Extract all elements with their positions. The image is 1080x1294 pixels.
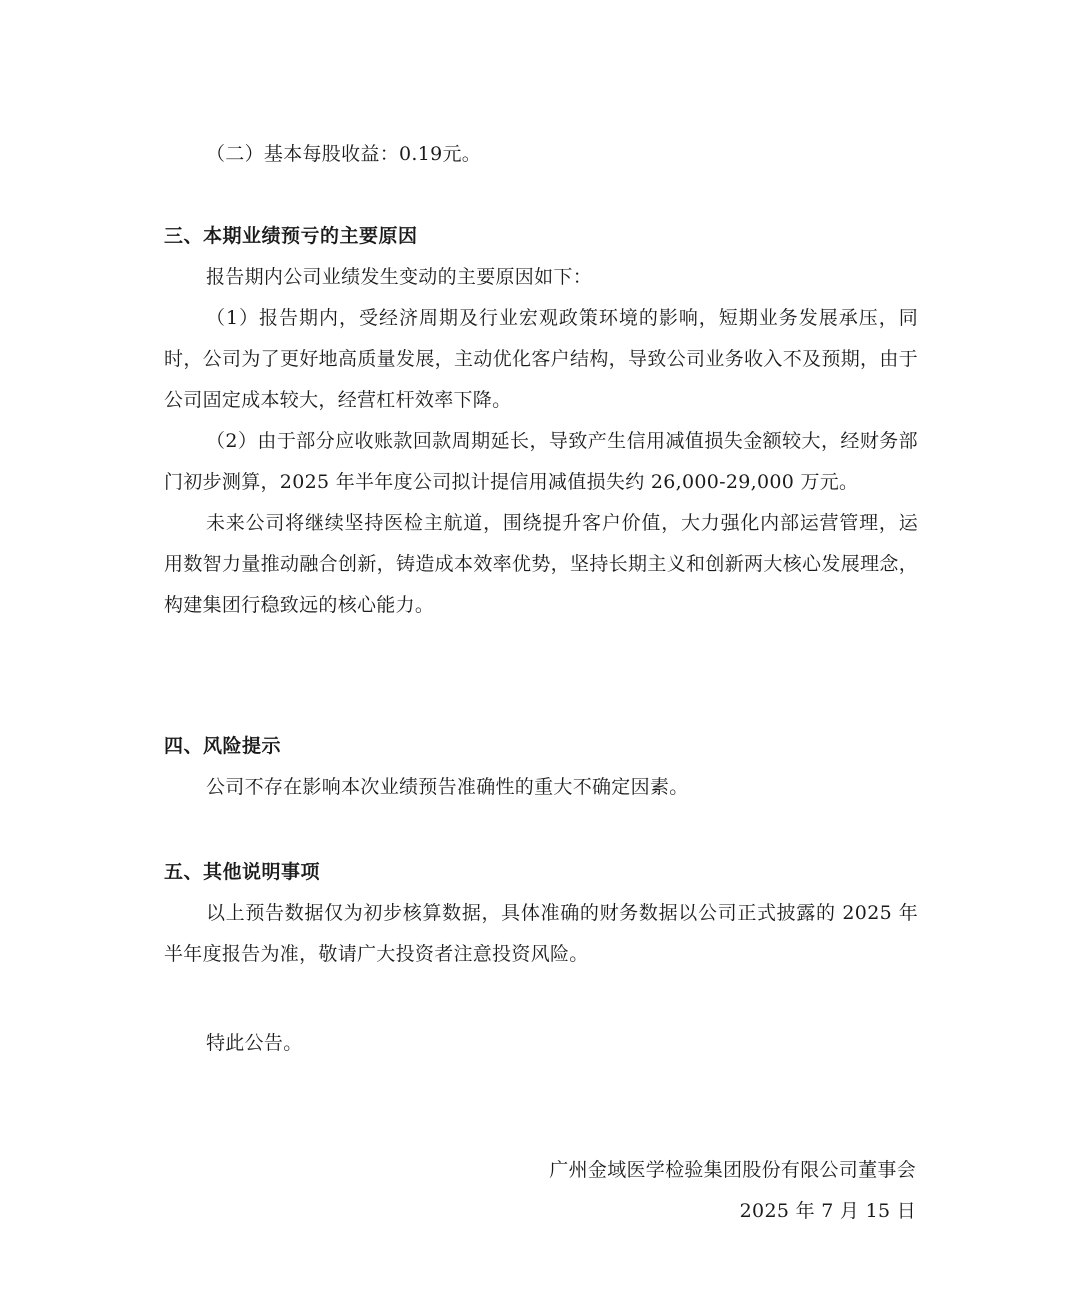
closing-block bbox=[164, 1023, 918, 1064]
section-3-heading: 三、本期业绩预亏的主要原因 bbox=[164, 225, 418, 247]
eps-line: （二）基本每股收益：0.19元。 bbox=[206, 143, 482, 165]
section-5-heading: 五、其他说明事项 bbox=[164, 861, 321, 883]
section-3 bbox=[164, 216, 918, 626]
section-3-outlook: 未来公司将继续坚持医检主航道，围绕提升客户价值，大力强化内部运营管理，运用数智力量推动融合创新，铸造成本效率优势，坚持长期主义和创新两大核心发展理念，构建集团行稳致远的核心能力。 bbox=[164, 512, 918, 616]
section-3-intro: 报告期内公司业绩发生变动的主要原因如下： bbox=[206, 266, 593, 288]
signature-company: 广州金域医学检验集团股份有限公司董事会 bbox=[549, 1159, 916, 1181]
section-5-body: 以上预告数据仅为初步核算数据，具体准确的财务数据以公司正式披露的 2025 年半年度报告为准，敬请广大投资者注意投资风险。 bbox=[164, 902, 918, 965]
signature-date: 2025 年 7 月 15 日 bbox=[739, 1200, 916, 1222]
section-5 bbox=[164, 852, 918, 975]
section-4-heading: 四、风险提示 bbox=[164, 735, 282, 757]
closing-line: 特此公告。 bbox=[206, 1032, 303, 1054]
signature-block bbox=[549, 1150, 916, 1232]
section-4-body: 公司不存在影响本次业绩预告准确性的重大不确定因素。 bbox=[206, 776, 689, 798]
section-3-reason-1: （1）报告期内，受经济周期及行业宏观政策环境的影响，短期业务发展承压，同时，公司为了更好地高质量发展，主动优化客户结构，导致公司业务收入不及预期，由于公司固定成本较大，经营杠杆效率下降。 bbox=[164, 307, 918, 411]
eps-item bbox=[164, 134, 918, 175]
section-3-reason-2: （2）由于部分应收账款回款周期延长，导致产生信用减值损失金额较大，经财务部门初步测算，2025 年半年度公司拟计提信用减值损失约 26,000-29,000 万元。 bbox=[164, 430, 918, 493]
section-4 bbox=[164, 726, 918, 808]
